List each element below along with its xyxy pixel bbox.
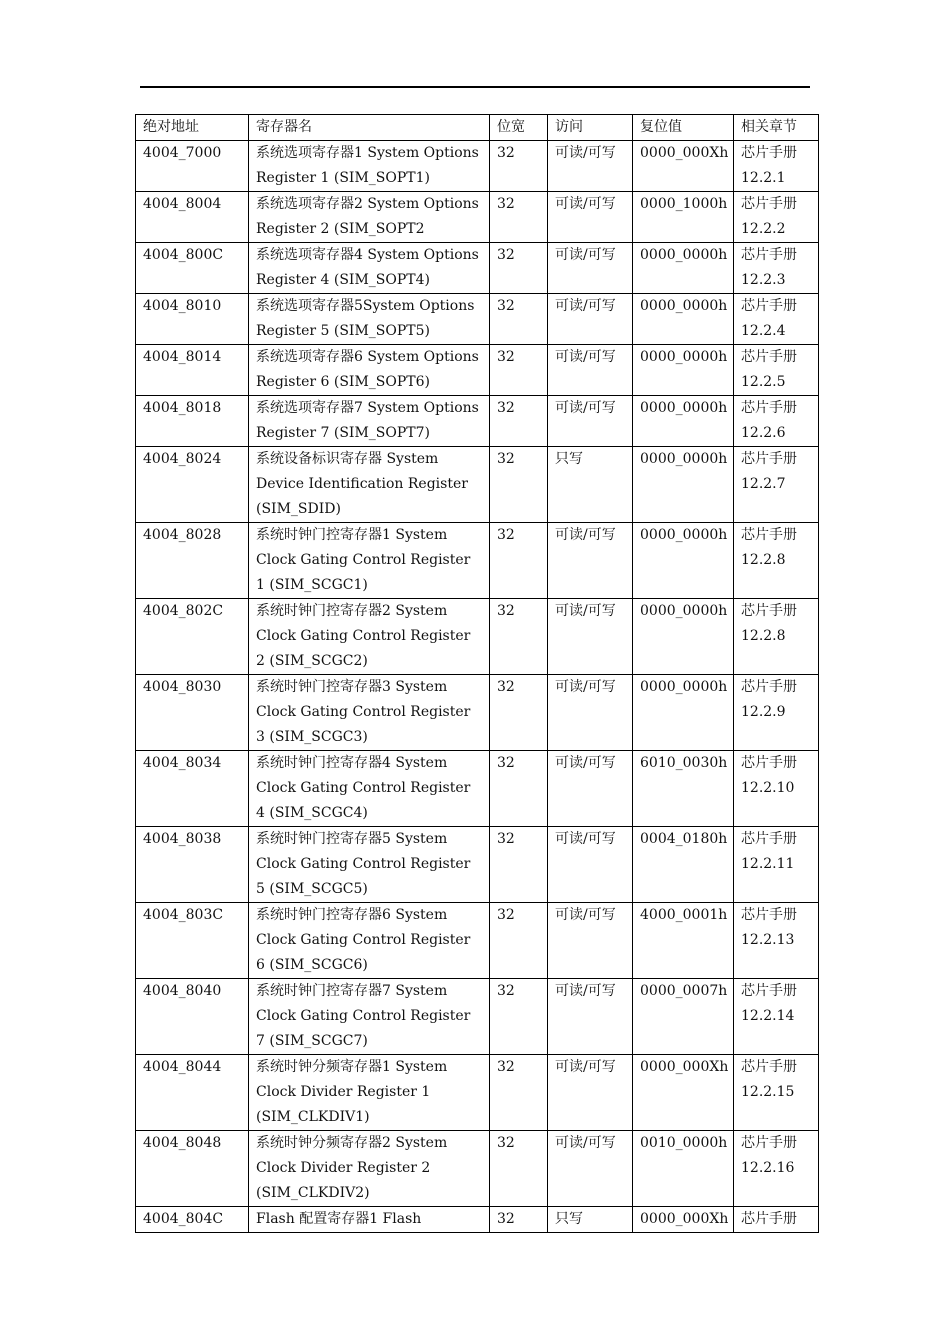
cell-bit-width: 32	[490, 141, 548, 192]
cell-address: 4004_8038	[136, 827, 249, 903]
cell-register-name: 系统选项寄存器7 System Options Register 7 (SIM_SOPT7)	[249, 396, 490, 447]
table-row	[136, 1131, 819, 1207]
cell-register-name: 系统选项寄存器4 System Options Register 4 (SIM_SOPT4)	[249, 243, 490, 294]
table-row	[136, 1207, 819, 1233]
cell-access: 可读/可写	[548, 599, 633, 675]
cell-bit-width: 32	[490, 523, 548, 599]
cell-access: 可读/可写	[548, 979, 633, 1055]
table-row	[136, 751, 819, 827]
cell-bit-width: 32	[490, 751, 548, 827]
cell-address: 4004_8034	[136, 751, 249, 827]
header-bit-width: 位宽	[490, 115, 548, 141]
cell-chapter: 芯片手册 12.2.15	[734, 1055, 819, 1131]
cell-reset-value: 0000_1000h	[633, 192, 734, 243]
header-chapter: 相关章节	[734, 115, 819, 141]
cell-address: 4004_8048	[136, 1131, 249, 1207]
cell-register-name: 系统选项寄存器6 System Options Register 6 (SIM_SOPT6)	[249, 345, 490, 396]
cell-chapter: 芯片手册 12.2.1	[734, 141, 819, 192]
cell-reset-value: 0004_0180h	[633, 827, 734, 903]
cell-chapter: 芯片手册 12.2.8	[734, 599, 819, 675]
cell-address: 4004_8024	[136, 447, 249, 523]
cell-reset-value: 0000_0000h	[633, 523, 734, 599]
cell-reset-value: 0000_0000h	[633, 294, 734, 345]
cell-reset-value: 0000_0000h	[633, 447, 734, 523]
cell-access: 可读/可写	[548, 751, 633, 827]
cell-register-name: 系统选项寄存器1 System Options Register 1 (SIM_SOPT1)	[249, 141, 490, 192]
header-rule	[140, 86, 810, 88]
cell-register-name: 系统选项寄存器5System Options Register 5 (SIM_SOPT5)	[249, 294, 490, 345]
cell-bit-width: 32	[490, 243, 548, 294]
header-register-name: 寄存器名	[249, 115, 490, 141]
cell-access: 只写	[548, 1207, 633, 1233]
cell-address: 4004_800C	[136, 243, 249, 294]
cell-chapter: 芯片手册 12.2.14	[734, 979, 819, 1055]
cell-address: 4004_8030	[136, 675, 249, 751]
cell-address: 4004_8018	[136, 396, 249, 447]
cell-reset-value: 0000_0000h	[633, 599, 734, 675]
cell-chapter: 芯片手册 12.2.6	[734, 396, 819, 447]
cell-access: 可读/可写	[548, 827, 633, 903]
cell-chapter: 芯片手册 12.2.16	[734, 1131, 819, 1207]
cell-chapter: 芯片手册 12.2.2	[734, 192, 819, 243]
cell-bit-width: 32	[490, 675, 548, 751]
cell-address: 4004_8010	[136, 294, 249, 345]
cell-address: 4004_8044	[136, 1055, 249, 1131]
cell-register-name: 系统选项寄存器2 System Options Register 2 (SIM_SOPT2	[249, 192, 490, 243]
cell-reset-value: 0000_0000h	[633, 675, 734, 751]
cell-register-name: 系统时钟门控寄存器6 System Clock Gating Control Register 6 (SIM_SCGC6)	[249, 903, 490, 979]
cell-reset-value: 4000_0001h	[633, 903, 734, 979]
cell-access: 可读/可写	[548, 1055, 633, 1131]
cell-reset-value: 0000_0007h	[633, 979, 734, 1055]
cell-register-name: 系统设备标识寄存器 System Device Identification Register (SIM_SDID)	[249, 447, 490, 523]
table-row	[136, 599, 819, 675]
cell-bit-width: 32	[490, 827, 548, 903]
cell-access: 可读/可写	[548, 1131, 633, 1207]
cell-bit-width: 32	[490, 1055, 548, 1131]
table-header-row	[136, 115, 819, 141]
cell-bit-width: 32	[490, 447, 548, 523]
cell-register-name: 系统时钟门控寄存器1 System Clock Gating Control Register 1 (SIM_SCGC1)	[249, 523, 490, 599]
cell-chapter: 芯片手册 12.2.13	[734, 903, 819, 979]
cell-address: 4004_8014	[136, 345, 249, 396]
cell-chapter: 芯片手册	[734, 1207, 819, 1233]
cell-chapter: 芯片手册 12.2.8	[734, 523, 819, 599]
header-reset-value: 复位值	[633, 115, 734, 141]
cell-access: 可读/可写	[548, 141, 633, 192]
cell-chapter: 芯片手册 12.2.7	[734, 447, 819, 523]
cell-access: 可读/可写	[548, 396, 633, 447]
header-access: 访问	[548, 115, 633, 141]
cell-access: 可读/可写	[548, 345, 633, 396]
table-row	[136, 675, 819, 751]
cell-reset-value: 0000_000Xh	[633, 1207, 734, 1233]
cell-register-name: 系统时钟分频寄存器2 System Clock Divider Register 2 (SIM_CLKDIV2)	[249, 1131, 490, 1207]
header-address: 绝对地址	[136, 115, 249, 141]
cell-address: 4004_7000	[136, 141, 249, 192]
table-row	[136, 979, 819, 1055]
register-table	[135, 114, 819, 1233]
table-row	[136, 396, 819, 447]
cell-address: 4004_8004	[136, 192, 249, 243]
cell-bit-width: 32	[490, 192, 548, 243]
cell-access: 可读/可写	[548, 523, 633, 599]
cell-register-name: 系统时钟门控寄存器3 System Clock Gating Control Register 3 (SIM_SCGC3)	[249, 675, 490, 751]
cell-address: 4004_802C	[136, 599, 249, 675]
table-row	[136, 523, 819, 599]
cell-chapter: 芯片手册 12.2.9	[734, 675, 819, 751]
table-row	[136, 1055, 819, 1131]
table-row	[136, 447, 819, 523]
cell-access: 可读/可写	[548, 903, 633, 979]
cell-register-name: 系统时钟门控寄存器4 System Clock Gating Control Register 4 (SIM_SCGC4)	[249, 751, 490, 827]
cell-bit-width: 32	[490, 294, 548, 345]
table-row	[136, 243, 819, 294]
cell-reset-value: 0000_000Xh	[633, 1055, 734, 1131]
cell-bit-width: 32	[490, 599, 548, 675]
cell-access: 可读/可写	[548, 294, 633, 345]
cell-bit-width: 32	[490, 396, 548, 447]
table-row	[136, 294, 819, 345]
cell-bit-width: 32	[490, 345, 548, 396]
cell-access: 可读/可写	[548, 192, 633, 243]
cell-bit-width: 32	[490, 1207, 548, 1233]
cell-access: 可读/可写	[548, 243, 633, 294]
cell-chapter: 芯片手册 12.2.10	[734, 751, 819, 827]
cell-register-name: 系统时钟门控寄存器2 System Clock Gating Control Register 2 (SIM_SCGC2)	[249, 599, 490, 675]
cell-address: 4004_8028	[136, 523, 249, 599]
cell-address: 4004_804C	[136, 1207, 249, 1233]
cell-address: 4004_803C	[136, 903, 249, 979]
table-row	[136, 141, 819, 192]
cell-chapter: 芯片手册 12.2.11	[734, 827, 819, 903]
table-row	[136, 903, 819, 979]
cell-register-name: 系统时钟分频寄存器1 System Clock Divider Register 1 (SIM_CLKDIV1)	[249, 1055, 490, 1131]
cell-reset-value: 6010_0030h	[633, 751, 734, 827]
cell-register-name: Flash 配置寄存器1 Flash	[249, 1207, 490, 1233]
cell-reset-value: 0010_0000h	[633, 1131, 734, 1207]
cell-access: 只写	[548, 447, 633, 523]
cell-reset-value: 0000_0000h	[633, 396, 734, 447]
cell-chapter: 芯片手册 12.2.5	[734, 345, 819, 396]
table-row	[136, 345, 819, 396]
cell-chapter: 芯片手册 12.2.3	[734, 243, 819, 294]
table-row	[136, 827, 819, 903]
cell-register-name: 系统时钟门控寄存器5 System Clock Gating Control Register 5 (SIM_SCGC5)	[249, 827, 490, 903]
cell-reset-value: 0000_000Xh	[633, 141, 734, 192]
cell-reset-value: 0000_0000h	[633, 345, 734, 396]
cell-bit-width: 32	[490, 1131, 548, 1207]
cell-chapter: 芯片手册 12.2.4	[734, 294, 819, 345]
cell-reset-value: 0000_0000h	[633, 243, 734, 294]
cell-address: 4004_8040	[136, 979, 249, 1055]
table-row	[136, 192, 819, 243]
cell-bit-width: 32	[490, 979, 548, 1055]
cell-register-name: 系统时钟门控寄存器7 System Clock Gating Control Register 7 (SIM_SCGC7)	[249, 979, 490, 1055]
cell-access: 可读/可写	[548, 675, 633, 751]
cell-bit-width: 32	[490, 903, 548, 979]
